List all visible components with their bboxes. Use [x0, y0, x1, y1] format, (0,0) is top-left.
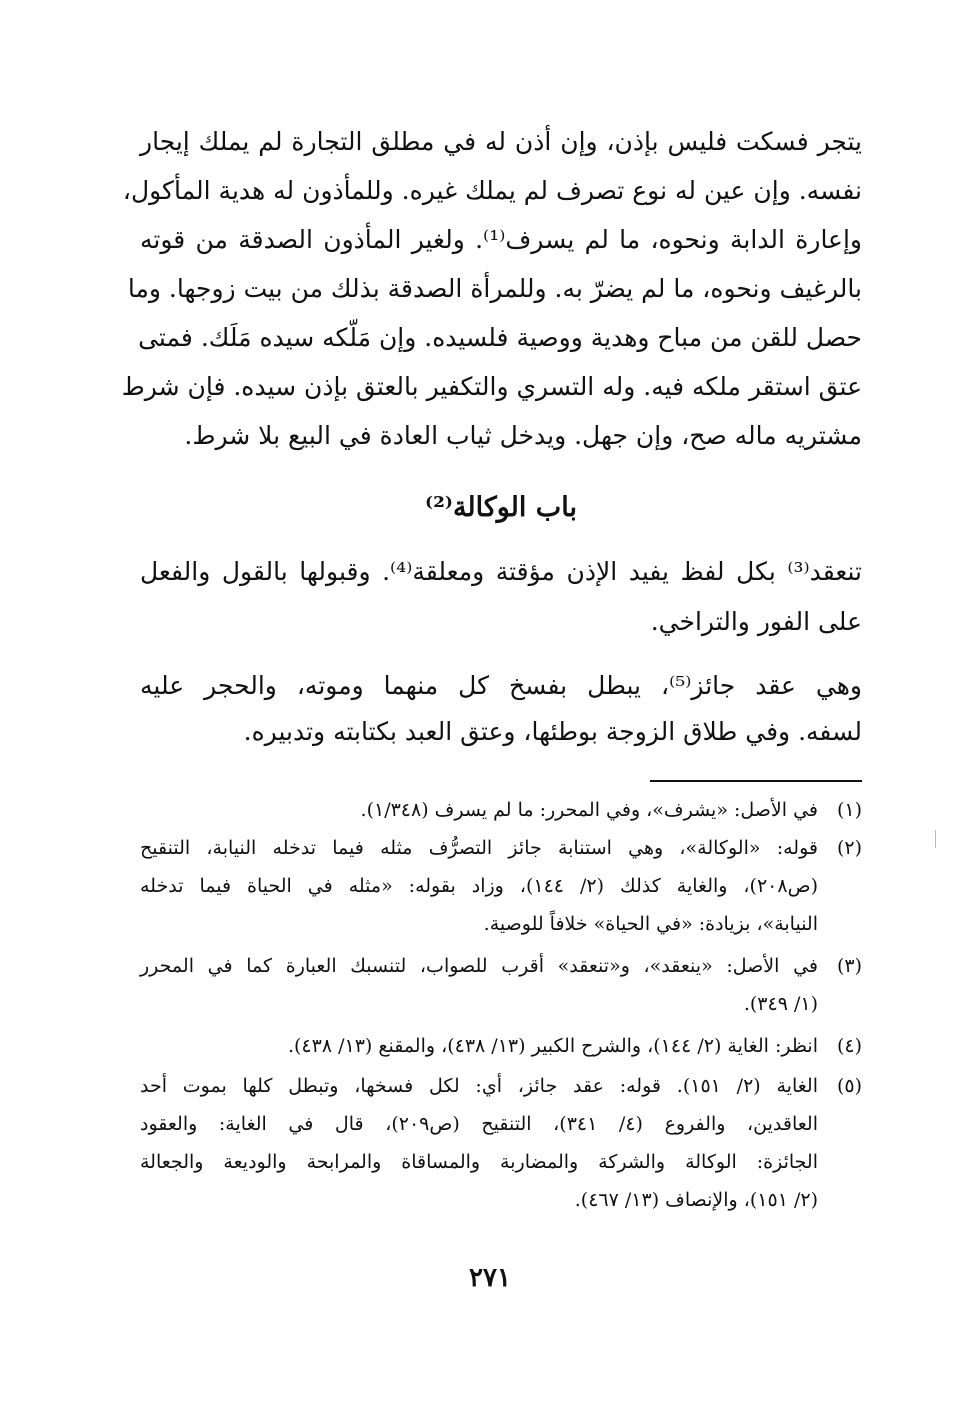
- footnote-text: قوله: «الوكالة»، وهي استنابة جائز التصرُّف مثله فيما تدخله النيابة، التنقيح: [140, 837, 818, 859]
- footnote-text: في الأصل: «يشرف»، وفي المحرر: ما لم يسرف (١/٣٤٨).: [360, 799, 818, 821]
- footnote-line: [140, 868, 862, 904]
- footnote-text: (ص٢٠٨)، والغاية كذلك (٢/ ١٤٤)، وزاد بقوله: «مثله في الحياة فيما تدخله: [140, 875, 818, 897]
- footnote-line: [140, 1106, 862, 1142]
- footnote-text: انظر: الغاية (٢/ ١٤٤)، والشرح الكبير (١٣/ ٤٣٨)، والمقنع (١٣/ ٤٣٨).: [287, 1035, 818, 1057]
- footnote-text: (١/ ٣٤٩).: [743, 993, 818, 1015]
- footnote-number: (٥): [836, 1075, 862, 1097]
- footnote-text: العاقدين، والفروع (٤/ ٣٤١)، التنقيح (ص٢٠٩)، قال في الغاية: والعقود: [140, 1113, 818, 1135]
- text-line: حصل للقن من مباح وهدية ووصية فلسيده. وإن مَلّكه سيده مَلَك. فمتى: [138, 323, 862, 352]
- text-line: لسفه. وفي طلاق الزوجة بوطئها، وعتق العبد بكتابته وتدبيره.: [243, 717, 862, 746]
- text-line: تنعقد⁽³⁾ بكل لفظ يفيد الإذن مؤقتة ومعلقة⁽⁴⁾. وقبولها بالقول والفعل: [140, 557, 862, 586]
- footnote-text: الغاية (٢/ ١٥١). قوله: عقد جائز، أي: لكل فسخها، وتبطل كلها بموت أحد: [140, 1075, 818, 1097]
- footnote-text: (٢/ ١٥١)، والإنصاف (١٣/ ٤٦٧).: [574, 1189, 818, 1211]
- footnote-line: [140, 986, 862, 1022]
- text-line: مشتريه ماله صح، وإن جهل. ويدخل ثياب العادة في البيع بلا شرط.: [184, 421, 862, 450]
- text-line: نفسه. وإن عين له نوع تصرف لم يملك غيره. وللمأذون له هدية المأكول،: [122, 176, 862, 205]
- footnote-text: الجائزة: الوكالة والشركة والمضاربة والمساقاة والمرابحة والوديعة والجعالة: [140, 1151, 819, 1173]
- scan-artifact: [935, 830, 936, 848]
- footnote-line: [140, 948, 862, 984]
- footnote-line: [140, 792, 862, 828]
- footnote-divider: [650, 780, 862, 782]
- footnote-line: [140, 830, 862, 866]
- text-line: وهي عقد جائز⁽⁵⁾، يبطل بفسخ كل منهما وموته، والحجر عليه: [140, 671, 863, 700]
- text-line: عتق استقر ملكه فيه. وله التسري والتكفير بالعتق بإذن سيده. فإن شرط: [121, 372, 862, 401]
- footnote-number: (٣): [836, 955, 862, 977]
- footnote-line: [140, 906, 862, 942]
- footnote-number: (٤): [836, 1035, 862, 1057]
- footnote-number: (١): [836, 799, 862, 821]
- text-line: وإعارة الدابة ونحوه، ما لم يسرف⁽¹⁾. ولغير المأذون الصدقة من قوته: [140, 225, 862, 254]
- text-line: بالرغيف ونحوه، ما لم يضرّ به. وللمرأة الصدقة بذلك من بيت زوجها. وما: [127, 274, 862, 303]
- text-line: على الفور والتراخي.: [650, 607, 862, 636]
- footnote-line: [140, 1028, 862, 1064]
- footnote-text: النيابة»، بزيادة: «في الحياة» خلافاً للوصية.: [483, 913, 818, 935]
- text-line: يتجر فسكت فليس بإذن، وإن أذن له في مطلق التجارة لم يملك إيجار: [140, 127, 862, 156]
- footnote-text: في الأصل: «ينعقد»، و«تنعقد» أقرب للصواب، لتنسبك العبارة كما في المحرر: [140, 955, 818, 977]
- page-number: ٢٧١: [469, 1263, 511, 1293]
- footnote-number: (٢): [836, 837, 862, 859]
- footnote-line: [140, 1068, 862, 1104]
- footnote-line: [140, 1144, 862, 1180]
- section-heading: باب الوكالة⁽²⁾: [425, 492, 577, 523]
- footnote-line: [140, 1182, 862, 1218]
